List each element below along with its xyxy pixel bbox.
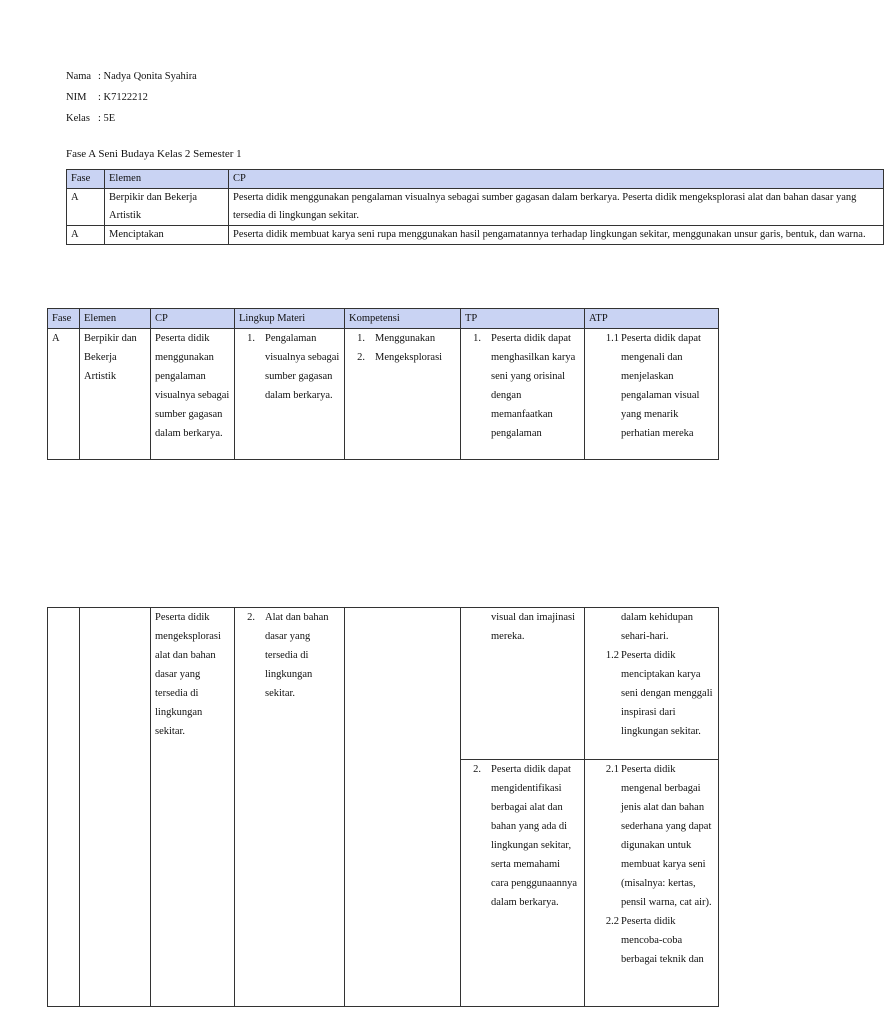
atp-item — [589, 646, 714, 741]
cell-tp — [461, 608, 585, 760]
cell-elemen: Berpikir dan Bekerja Artistik — [105, 189, 229, 226]
cell-cp: Peserta didik mengeksplorasi alat dan bahan dasar yang tersedia di lingkungan sekitar. — [151, 608, 235, 1007]
item-number: 1.2 — [605, 650, 619, 661]
header-atp: ATP — [585, 309, 719, 329]
learning-plan-table — [47, 308, 719, 460]
atp-item — [589, 912, 714, 969]
cell-cp: Peserta didik menggunakan pengalaman visualnya sebagai sumber gagasan dalam berkarya. — [151, 329, 235, 460]
header-fase: Fase — [48, 309, 80, 329]
header-elemen: Elemen — [105, 170, 229, 189]
list-item — [349, 329, 456, 348]
cell-lingkup-materi — [235, 608, 345, 1007]
cell-cp: Peserta didik membuat karya seni rupa menggunakan hasil pengamatannya terhadap lingkungan sekitar, menggunakan unsur garis, bentuk, dan warna. — [229, 226, 884, 245]
item-text: Mengeksplorasi — [375, 352, 443, 363]
learning-plan-table-continued — [47, 607, 719, 1007]
cell-tp — [461, 329, 585, 460]
list-item — [239, 329, 340, 405]
table-row — [48, 329, 719, 460]
item-text: Peserta didik dapat mengenali dan menjelaskan pengalaman visual yang menarik perhatian mereka — [621, 333, 701, 439]
list-item — [239, 608, 340, 703]
list-item — [465, 760, 580, 912]
class-label: Kelas — [66, 113, 90, 124]
table-row — [48, 608, 719, 760]
item-number: 2. — [357, 352, 365, 363]
item-text: Peserta didik mencoba-coba berbagai teknik dan — [621, 916, 704, 965]
item-text: dalam kehidupan sehari-hari. — [621, 612, 694, 642]
item-number: 1.1 — [605, 333, 619, 344]
header-kompetensi: Kompetensi — [345, 309, 461, 329]
table-header-row — [67, 170, 884, 189]
item-number: 1. — [357, 333, 365, 344]
item-number: 1. — [247, 333, 255, 344]
cell-elemen: Berpikir dan Bekerja Artistik — [80, 329, 151, 460]
cell-atp — [585, 760, 719, 1007]
cell-fase: A — [67, 189, 105, 226]
item-text: visual dan imajinasi mereka. — [491, 612, 575, 642]
cell-elemen — [80, 608, 151, 1007]
cell-cp: Peserta didik menggunakan pengalaman visualnya sebagai sumber gagasan dalam berkarya. Peserta didik mengeksplorasi alat dan bahan dasar yang tersedia di lingkungan sekitar. — [229, 189, 884, 226]
item-number: 2. — [473, 764, 481, 775]
list-item — [349, 348, 456, 367]
header-fase: Fase — [67, 170, 105, 189]
student-info — [66, 66, 197, 129]
header-cp: CP — [229, 170, 884, 189]
header-elemen: Elemen — [80, 309, 151, 329]
table-row — [67, 189, 884, 226]
item-number: 2.2 — [605, 916, 619, 927]
table-header-row — [48, 309, 719, 329]
item-number: 2. — [247, 612, 255, 623]
name-value: : Nadya Qonita Syahira — [98, 71, 197, 82]
cell-tp — [461, 760, 585, 1007]
cell-fase — [48, 608, 80, 1007]
cell-elemen: Menciptakan — [105, 226, 229, 245]
header-tp: TP — [461, 309, 585, 329]
item-text: Menggunakan — [375, 333, 436, 344]
atp-item — [589, 760, 714, 912]
cell-kompetensi — [345, 329, 461, 460]
cell-atp — [585, 608, 719, 760]
cell-kompetensi — [345, 608, 461, 1007]
item-text: Peserta didik menciptakan karya seni dengan menggali inspirasi dari lingkungan sekitar. — [621, 650, 713, 737]
atp-item — [589, 329, 714, 443]
atp-item — [589, 608, 714, 646]
list-item — [465, 608, 580, 646]
list-item — [465, 329, 580, 443]
class-value: : 5E — [98, 113, 116, 124]
item-text: Peserta didik mengenal berbagai jenis alat dan bahan sederhana yang dapat digunakan untuk membuat karya seni (misalnya: kertas, pensil warna, cat air). — [621, 764, 712, 908]
document-heading: Fase A Seni Budaya Kelas 2 Semester 1 — [66, 148, 242, 160]
header-lingkup-materi: Lingkup Materi — [235, 309, 345, 329]
item-text: Peserta didik dapat mengidentifikasi berbagai alat dan bahan yang ada di lingkungan sekitar, serta memahami cara penggunaannya dalam berkarya. — [491, 764, 577, 908]
item-text: Alat dan bahan dasar yang tersedia di lingkungan sekitar. — [265, 612, 329, 699]
cell-fase: A — [48, 329, 80, 460]
nim-label: NIM — [66, 92, 87, 103]
name-label: Nama — [66, 71, 92, 82]
item-text: Pengalaman visualnya sebagai sumber gagasan dalam berkarya. — [265, 333, 340, 401]
item-number: 2.1 — [605, 764, 619, 775]
cell-atp — [585, 329, 719, 460]
cell-lingkup-materi — [235, 329, 345, 460]
table-row — [67, 226, 884, 245]
cp-table — [66, 169, 884, 245]
header-cp: CP — [151, 309, 235, 329]
nim-value: : K7122212 — [98, 92, 148, 103]
item-text: Peserta didik dapat menghasilkan karya seni yang orisinal dengan memanfaatkan pengalaman — [491, 333, 576, 439]
cell-fase: A — [67, 226, 105, 245]
item-number: 1. — [473, 333, 481, 344]
